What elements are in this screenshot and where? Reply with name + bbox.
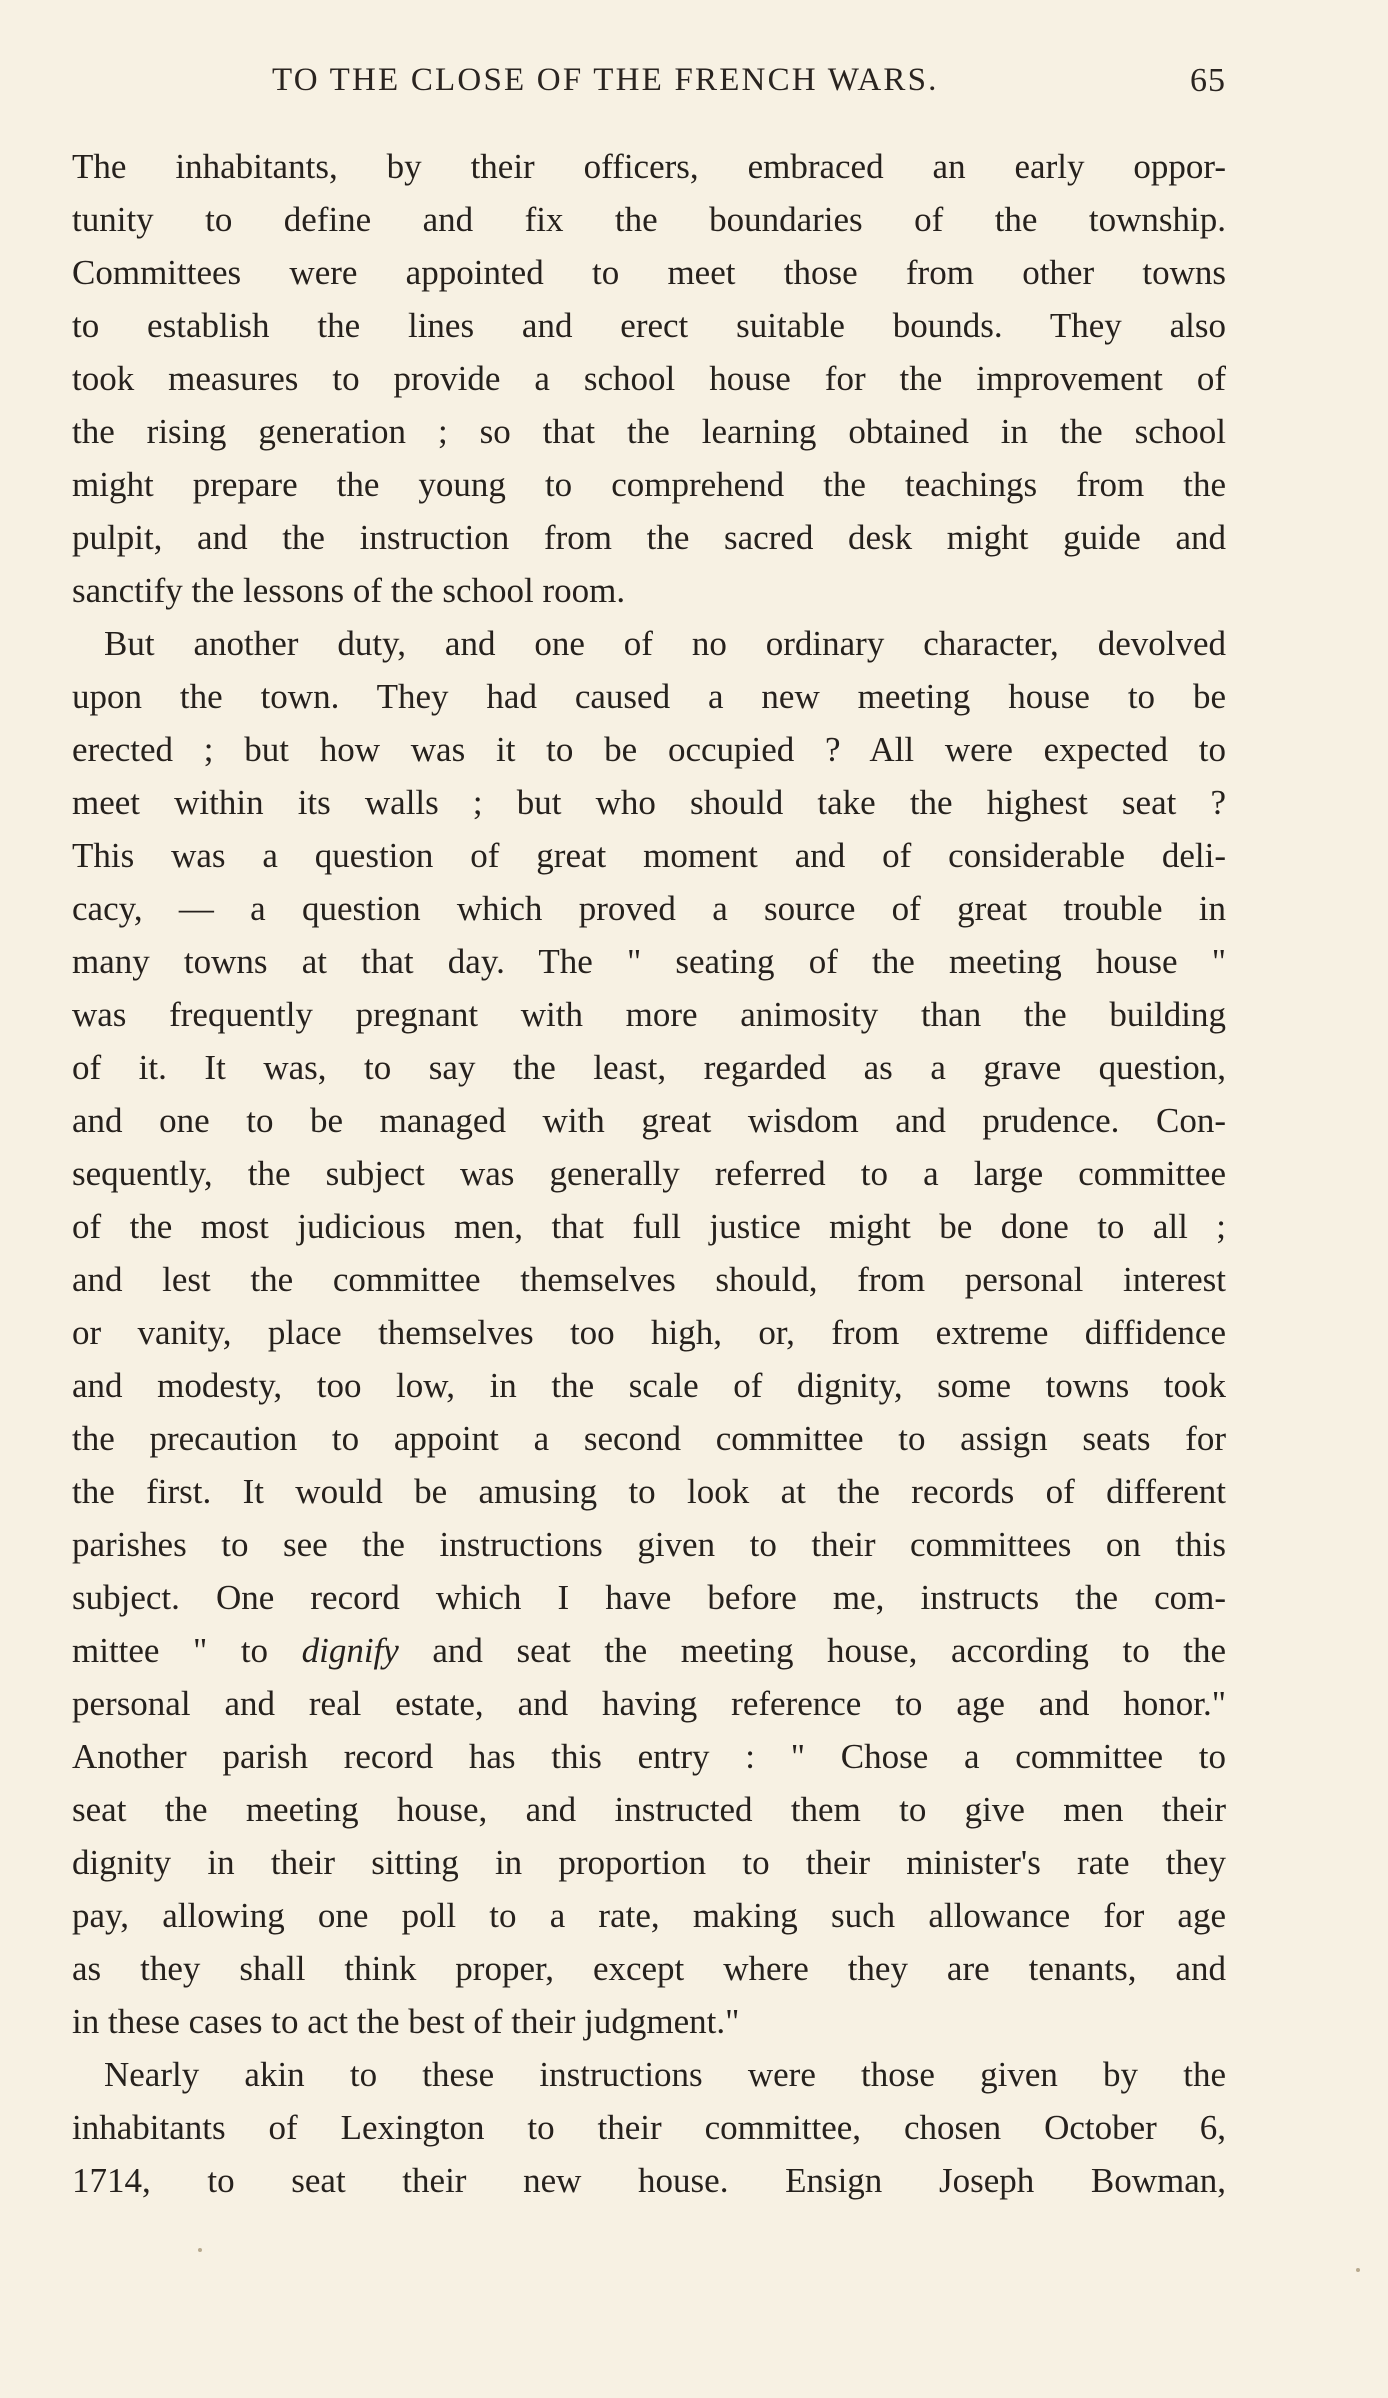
- text-line: parishes to see the instructions given to their committees on this: [72, 1525, 1226, 1564]
- text-line: took measures to provide a school house for the improvement of: [72, 359, 1226, 398]
- text-line: 1714, to seat their new house. Ensign Joseph Bowman,: [72, 2161, 1226, 2200]
- text-line: subject. One record which I have before me, instructs the com-: [72, 1578, 1226, 1617]
- paper-speck: [1356, 2268, 1360, 2272]
- text-line: This was a question of great moment and of considerable deli-: [72, 836, 1226, 875]
- text-line: personal and real estate, and having reference to age and honor.": [72, 1684, 1226, 1723]
- text-line: of the most judicious men, that full justice might be done to all ;: [72, 1207, 1226, 1246]
- text-line: dignity in their sitting in proportion to their minister's rate they: [72, 1843, 1226, 1882]
- page-number: 65: [1190, 62, 1226, 99]
- text-line: was frequently pregnant with more animosity than the building: [72, 995, 1226, 1034]
- text-line: cacy, — a question which proved a source of great trouble in: [72, 889, 1226, 928]
- text-line: to establish the lines and erect suitable bounds. They also: [72, 306, 1226, 345]
- text-line: pulpit, and the instruction from the sacred desk might guide and: [72, 518, 1226, 557]
- text-line: or vanity, place themselves too high, or, from extreme diffidence: [72, 1313, 1226, 1352]
- running-title: TO THE CLOSE OF THE FRENCH WARS.: [272, 62, 939, 98]
- line-segment: mittee " to: [72, 1631, 302, 1670]
- text-line: of it. It was, to say the least, regarded as a grave question,: [72, 1048, 1226, 1087]
- text-line: But another duty, and one of no ordinary character, devolved: [104, 624, 1226, 663]
- text-line: meet within its walls ; but who should take the highest seat ?: [72, 783, 1226, 822]
- text-line: the first. It would be amusing to look at the records of different: [72, 1472, 1226, 1511]
- text-line: The inhabitants, by their officers, embraced an early oppor-: [72, 147, 1226, 186]
- text-line: tunity to define and fix the boundaries of the township.: [72, 200, 1226, 239]
- text-line: the precaution to appoint a second committee to assign seats for: [72, 1419, 1226, 1458]
- text-line-with-italic: [72, 1624, 1226, 1677]
- text-line: the rising generation ; so that the learning obtained in the school: [72, 412, 1226, 451]
- line-segment: and seat the meeting house, according to the: [398, 1631, 1226, 1670]
- text-line: as they shall think proper, except where they are tenants, and: [72, 1949, 1226, 1988]
- text-line: and lest the committee themselves should, from personal interest: [72, 1260, 1226, 1299]
- text-line: might prepare the young to comprehend the teachings from the: [72, 465, 1226, 504]
- text-line: sequently, the subject was generally referred to a large committee: [72, 1154, 1226, 1193]
- text-line: seat the meeting house, and instructed them to give men their: [72, 1790, 1226, 1829]
- text-line: Committees were appointed to meet those from other towns: [72, 253, 1226, 292]
- text-line: upon the town. They had caused a new meeting house to be: [72, 677, 1226, 716]
- text-line: sanctify the lessons of the school room.: [72, 571, 626, 610]
- paper-speck: [198, 2248, 202, 2252]
- text-line: and modesty, too low, in the scale of dignity, some towns took: [72, 1366, 1226, 1405]
- text-line: pay, allowing one poll to a rate, making such allowance for age: [72, 1896, 1226, 1935]
- text-line: and one to be managed with great wisdom and prudence. Con-: [72, 1101, 1226, 1140]
- text-line: many towns at that day. The " seating of the meeting house ": [72, 942, 1226, 981]
- text-line: erected ; but how was it to be occupied ? All were expected to: [72, 730, 1226, 769]
- text-line: in these cases to act the best of their judgment.": [72, 2002, 740, 2041]
- body-text: [72, 140, 1226, 2207]
- italic-word: dignify: [301, 1631, 399, 1670]
- text-line: inhabitants of Lexington to their committee, chosen October 6,: [72, 2108, 1226, 2147]
- text-line: Another parish record has this entry : " Chose a committee to: [72, 1737, 1226, 1776]
- text-line: Nearly akin to these instructions were those given by the: [104, 2055, 1226, 2094]
- running-header: [72, 62, 1226, 112]
